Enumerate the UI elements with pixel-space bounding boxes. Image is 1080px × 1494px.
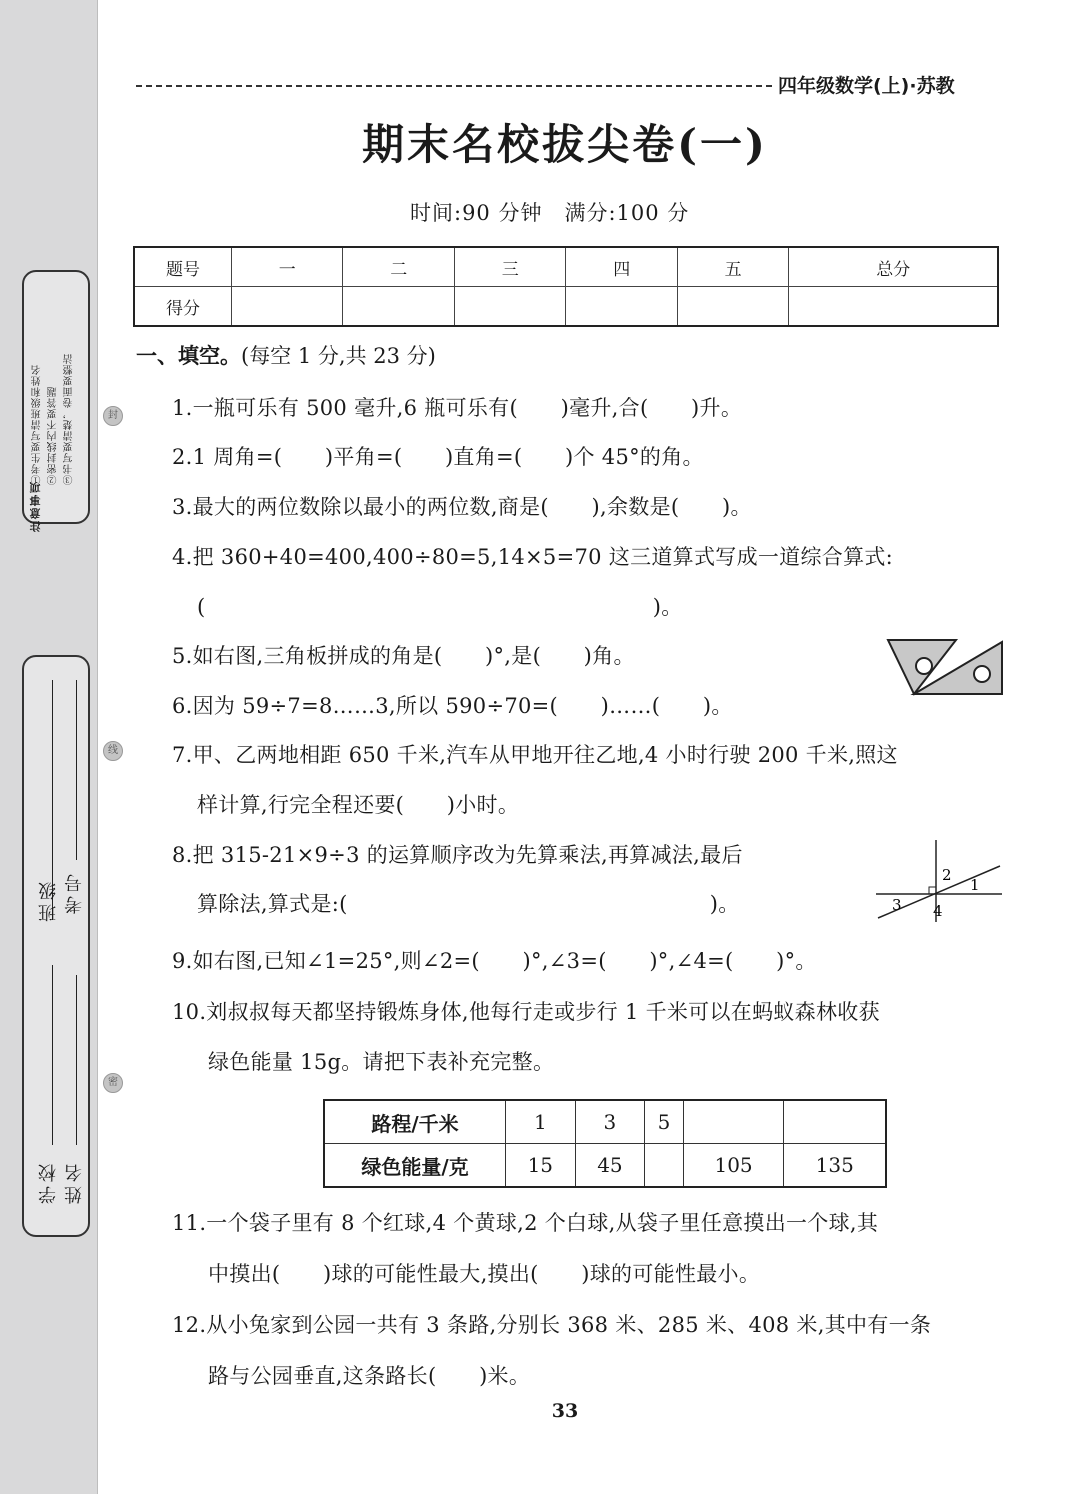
question-4-line-1: 4.把 360+40=400,400÷80=5,14×5=70 这三道算式写成一道综合算式: xyxy=(172,545,894,569)
energy-cell: 3 xyxy=(575,1100,645,1144)
section-heading-note: (每空 1 分,共 23 分) xyxy=(241,344,436,368)
score-cell: 二 xyxy=(343,247,454,287)
exam-number-label: 考号 xyxy=(64,870,85,914)
school-label: 学校 xyxy=(38,1160,59,1204)
energy-row-header: 路程/千米 xyxy=(324,1100,506,1144)
score-input-cell[interactable] xyxy=(454,287,565,327)
score-cell: 三 xyxy=(454,247,565,287)
notice-heading: 注意事项 xyxy=(29,480,42,532)
question-12-line-2: 路与公园垂直,这条路长( )米。 xyxy=(208,1364,531,1388)
binding-strip xyxy=(0,0,98,1494)
name-line xyxy=(76,975,77,1145)
question-10-line-1: 10.刘叔叔每天都坚持锻炼身体,他每行走或步行 1 千米可以在蚂蚁森林收获 xyxy=(172,1000,880,1024)
table-row xyxy=(134,287,998,327)
question-7-line-1: 7.甲、乙两地相距 650 千米,汽车从甲地开往乙地,4 小时行驶 200 千米,照这 xyxy=(172,743,898,767)
score-cell: 总分 xyxy=(789,247,998,287)
energy-cell: 105 xyxy=(683,1144,784,1188)
table-row xyxy=(134,247,998,287)
score-cell: 题号 xyxy=(134,247,232,287)
energy-table xyxy=(323,1099,887,1188)
energy-cell: 5 xyxy=(645,1100,683,1144)
notice-item-1: ①考生要写清班级和姓名 xyxy=(32,364,43,485)
section-heading-title: 一、填空。 xyxy=(136,344,241,368)
question-7-line-2: 样计算,行完全程还要( )小时。 xyxy=(197,793,520,817)
school-line xyxy=(52,965,53,1145)
notice-item-3: ③书写要清楚，卷面要整洁 xyxy=(64,353,75,485)
page-title: 期末名校拔尖卷(一) xyxy=(362,120,768,169)
score-input-cell[interactable] xyxy=(232,287,343,327)
energy-cell: 45 xyxy=(575,1144,645,1188)
score-input-cell[interactable] xyxy=(343,287,454,327)
question-1: 1.一瓶可乐有 500 毫升,6 瓶可乐有( )毫升,合( )升。 xyxy=(172,396,743,420)
energy-blank-cell[interactable] xyxy=(683,1100,784,1144)
score-input-cell[interactable] xyxy=(677,287,788,327)
question-10-line-2: 绿色能量 15g。请把下表补充完整。 xyxy=(208,1050,555,1074)
question-5: 5.如右图,三角板拼成的角是( )°,是( )角。 xyxy=(172,644,635,668)
seal-mark: 线 xyxy=(103,741,123,761)
angle-label-4: 4 xyxy=(933,902,943,920)
question-4-line-2: ( )。 xyxy=(197,595,683,619)
seal-mark: 封 xyxy=(103,406,123,426)
name-label: 姓名 xyxy=(64,1160,85,1204)
student-info-box xyxy=(22,655,90,1237)
header-dashed-rule xyxy=(136,85,772,87)
question-8-line-1: 8.把 315-21×9÷3 的运算顺序改为先算乘法,再算减法,最后 xyxy=(172,843,743,867)
section-heading xyxy=(136,340,436,370)
energy-blank-cell[interactable] xyxy=(784,1100,886,1144)
question-8-line-2: 算除法,算式是:( )。 xyxy=(197,892,740,916)
question-3: 3.最大的两位数除以最小的两位数,商是( ),余数是( )。 xyxy=(172,495,752,519)
table-row xyxy=(324,1144,886,1188)
score-input-cell[interactable] xyxy=(566,287,677,327)
energy-cell: 135 xyxy=(784,1144,886,1188)
energy-cell: 15 xyxy=(506,1144,576,1188)
table-row xyxy=(324,1100,886,1144)
question-9: 9.如右图,已知∠1=25°,则∠2=( )°,∠3=( )°,∠4=( )°。 xyxy=(172,949,817,973)
page-number: 33 xyxy=(551,1400,579,1422)
score-input-cell[interactable] xyxy=(789,287,998,327)
energy-row-header: 绿色能量/克 xyxy=(324,1144,506,1188)
energy-blank-cell[interactable] xyxy=(645,1144,683,1188)
angle-figure xyxy=(874,838,1004,924)
time-info: 时间:90 分钟 满分:100 分 xyxy=(410,201,690,225)
set-square-hole xyxy=(916,658,932,674)
energy-cell: 1 xyxy=(506,1100,576,1144)
angle-label-3: 3 xyxy=(892,896,902,914)
angle-label-1: 1 xyxy=(970,876,980,894)
set-square-figure xyxy=(886,638,1006,698)
class-label: 班级 xyxy=(38,878,59,922)
score-cell: 五 xyxy=(677,247,788,287)
question-11-line-1: 11.一个袋子里有 8 个红球,4 个黄球,2 个白球,从袋子里任意摸出一个球,其 xyxy=(172,1211,879,1235)
question-6: 6.因为 59÷7=8……3,所以 590÷70=( )……( )。 xyxy=(172,694,733,718)
angle-label-2: 2 xyxy=(942,866,952,884)
score-cell: 四 xyxy=(566,247,677,287)
seal-mark: 密 xyxy=(103,1073,123,1093)
score-cell: 得分 xyxy=(134,287,232,327)
question-2: 2.1 周角=( )平角=( )直角=( )个 45°的角。 xyxy=(172,445,704,469)
set-square-hole xyxy=(974,666,990,682)
score-cell: 一 xyxy=(232,247,343,287)
question-11-line-2: 中摸出( )球的可能性最大,摸出( )球的可能性最小。 xyxy=(208,1262,761,1286)
grade-label: 四年级数学(上)·苏教 xyxy=(778,75,955,97)
notice-item-2: ②密封线内不要答题 xyxy=(48,386,59,485)
exam-number-line xyxy=(76,680,77,860)
score-table xyxy=(133,246,999,327)
question-12-line-1: 12.从小兔家到公园一共有 3 条路,分别长 368 米、285 米、408 米,其中有一条 xyxy=(172,1313,932,1337)
